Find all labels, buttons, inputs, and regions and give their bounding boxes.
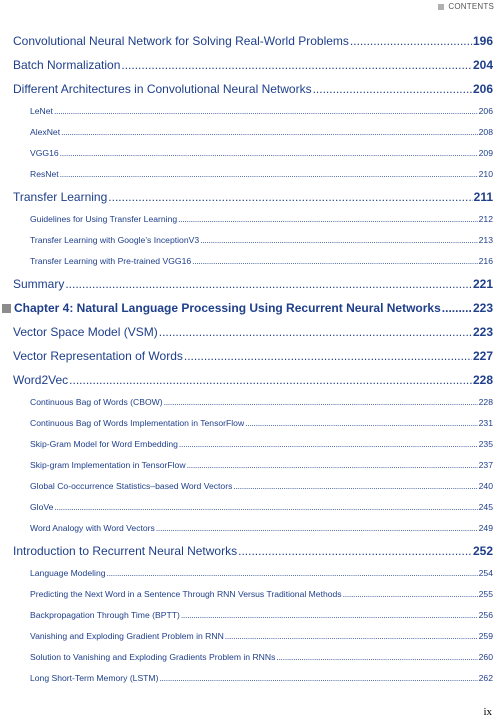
toc-entry-title: Different Architectures in Convolutional Neural Networks xyxy=(13,82,312,96)
toc-entry-title: Word2Vec xyxy=(13,373,69,387)
toc-subentry[interactable] xyxy=(0,209,504,230)
leader-dots xyxy=(184,344,472,368)
leader-dots xyxy=(54,497,477,518)
toc-chapter-entry[interactable] xyxy=(0,296,504,320)
toc-subentry[interactable] xyxy=(0,605,504,626)
toc-entry-page: 221 xyxy=(472,277,493,291)
leader-dots xyxy=(200,230,478,251)
leader-dots xyxy=(276,647,477,668)
toc-subentry-page: 231 xyxy=(478,418,493,428)
leader-dots xyxy=(159,668,477,689)
toc-subentry-title: LeNet xyxy=(30,106,53,116)
page-number: ix xyxy=(483,706,492,718)
header-label: CONTENTS xyxy=(448,2,494,11)
toc-subentry[interactable] xyxy=(0,626,504,647)
header-square-icon xyxy=(438,4,444,10)
leader-dots xyxy=(60,143,478,164)
toc-subentry-page: 262 xyxy=(478,673,493,683)
leader-dots xyxy=(156,518,478,539)
toc-subentry[interactable] xyxy=(0,143,504,164)
leader-dots xyxy=(187,455,478,476)
toc-subentry-title: Predicting the Next Word in a Sentence Through RNN Versus Traditional Methods xyxy=(30,589,342,599)
toc-subentry[interactable] xyxy=(0,563,504,584)
toc-subentry[interactable] xyxy=(0,101,504,122)
toc-chapter-page: 223 xyxy=(472,301,493,315)
toc-subentry[interactable] xyxy=(0,497,504,518)
leader-dots xyxy=(159,320,472,344)
leader-dots xyxy=(65,272,472,296)
leader-dots xyxy=(192,251,478,272)
leader-dots xyxy=(61,122,478,143)
toc-subentry-title: ResNet xyxy=(30,169,59,179)
toc-subentry-page: 249 xyxy=(478,523,493,533)
toc-subentry-title: Guidelines for Using Transfer Learning xyxy=(30,214,178,224)
toc-entry[interactable] xyxy=(0,272,504,296)
toc-entry-page: 227 xyxy=(472,349,493,363)
toc-chapter-title: Chapter 4: Natural Language Processing Using Recurrent Neural Networks xyxy=(14,301,441,315)
toc-entry[interactable] xyxy=(0,185,504,209)
toc-subentry-page: 209 xyxy=(478,148,493,158)
toc-subentry[interactable] xyxy=(0,584,504,605)
toc-subentry-page: 245 xyxy=(478,502,493,512)
leader-dots xyxy=(164,392,478,413)
toc-entry-title: Vector Representation of Words xyxy=(13,349,183,363)
leader-dots xyxy=(178,209,478,230)
leader-dots xyxy=(238,539,472,563)
leader-dots xyxy=(54,101,478,122)
toc-subentry[interactable] xyxy=(0,122,504,143)
toc-entry-title: Convolutional Neural Network for Solving Real-World Problems xyxy=(13,34,349,48)
toc-subentry[interactable] xyxy=(0,434,504,455)
leader-dots xyxy=(108,185,472,209)
leader-dots xyxy=(225,626,478,647)
leader-dots xyxy=(60,164,478,185)
toc-subentry[interactable] xyxy=(0,230,504,251)
toc-subentry-page: 212 xyxy=(478,214,493,224)
toc-subentry[interactable] xyxy=(0,647,504,668)
toc-subentry-title: Solution to Vanishing and Exploding Gradients Problem in RNNs xyxy=(30,652,276,662)
toc-subentry-page: 240 xyxy=(478,481,493,491)
toc-entry-page: 211 xyxy=(473,190,493,204)
leader-dots xyxy=(350,29,472,53)
toc-entry-title: Summary xyxy=(13,277,65,291)
toc-entry-title: Batch Normalization xyxy=(13,58,121,72)
toc-subentry-page: 255 xyxy=(478,589,493,599)
toc-subentry-page: 256 xyxy=(478,610,493,620)
toc-subentry-title: Transfer Learning with Pre-trained VGG16 xyxy=(30,256,192,266)
toc-subentry-page: 228 xyxy=(478,397,493,407)
toc-subentry-title: Skip-Gram Model for Word Embedding xyxy=(30,439,178,449)
toc-entry-page: 196 xyxy=(472,34,493,48)
toc-subentry-page: 210 xyxy=(478,169,493,179)
toc-subentry-title: AlexNet xyxy=(30,127,61,137)
toc-subentry-title: VGG16 xyxy=(30,148,59,158)
toc-entry-page: 204 xyxy=(472,58,493,72)
toc-subentry-title: Language Modeling xyxy=(30,568,106,578)
toc-entry[interactable] xyxy=(0,53,504,77)
leader-dots xyxy=(233,476,477,497)
toc-entry[interactable] xyxy=(0,77,504,101)
toc-subentry[interactable] xyxy=(0,413,504,434)
leader-dots xyxy=(442,296,472,320)
toc-entry-page: 252 xyxy=(472,544,493,558)
toc-subentry-title: Transfer Learning with Google’s InceptionV3 xyxy=(30,235,200,245)
toc-subentry-page: 216 xyxy=(478,256,493,266)
toc-subentry-title: Word Analogy with Word Vectors xyxy=(30,523,155,533)
toc-subentry-page: 237 xyxy=(478,460,493,470)
toc-entry-page: 228 xyxy=(472,373,493,387)
toc-entry[interactable] xyxy=(0,29,504,53)
toc-subentry[interactable] xyxy=(0,164,504,185)
toc-entry[interactable] xyxy=(0,368,504,392)
toc-subentry-page: 235 xyxy=(478,439,493,449)
toc-subentry-title: Long Short-Term Memory (LSTM) xyxy=(30,673,159,683)
table-of-contents xyxy=(0,29,504,689)
toc-subentry-title: Global Co-occurrence Statistics–based Word Vectors xyxy=(30,481,233,491)
toc-subentry-page: 260 xyxy=(478,652,493,662)
toc-entry-title: Vector Space Model (VSM) xyxy=(13,325,158,339)
toc-entry[interactable] xyxy=(0,344,504,368)
toc-entry-title: Transfer Learning xyxy=(13,190,108,204)
toc-subentry[interactable] xyxy=(0,668,504,689)
toc-entry[interactable] xyxy=(0,320,504,344)
toc-entry-title: Introduction to Recurrent Neural Networks xyxy=(13,544,238,558)
toc-subentry[interactable] xyxy=(0,518,504,539)
toc-subentry-page: 206 xyxy=(478,106,493,116)
leader-dots xyxy=(181,605,478,626)
toc-subentry-page: 254 xyxy=(478,568,493,578)
leader-dots xyxy=(343,584,478,605)
toc-subentry[interactable] xyxy=(0,455,504,476)
toc-subentry-title: Continuous Bag of Words Implementation in TensorFlow xyxy=(30,418,245,428)
toc-subentry-title: Continuous Bag of Words (CBOW) xyxy=(30,397,163,407)
toc-subentry-title: Vanishing and Exploding Gradient Problem in RNN xyxy=(30,631,224,641)
leader-dots xyxy=(313,77,472,101)
leader-dots xyxy=(121,53,472,77)
toc-subentry-title: GloVe xyxy=(30,502,54,512)
toc-subentry[interactable] xyxy=(0,392,504,413)
toc-subentry-page: 213 xyxy=(478,235,493,245)
leader-dots xyxy=(179,434,478,455)
toc-subentry-page: 208 xyxy=(478,127,493,137)
toc-entry-page: 223 xyxy=(472,325,493,339)
toc-entry-page: 206 xyxy=(472,82,493,96)
leader-dots xyxy=(107,563,478,584)
leader-dots xyxy=(245,413,477,434)
toc-subentry[interactable] xyxy=(0,251,504,272)
leader-dots xyxy=(69,368,472,392)
running-header xyxy=(438,2,494,11)
chapter-marker-icon xyxy=(2,304,11,313)
toc-entry[interactable] xyxy=(0,539,504,563)
toc-subentry-page: 259 xyxy=(478,631,493,641)
toc-subentry[interactable] xyxy=(0,476,504,497)
toc-subentry-title: Skip-gram Implementation in TensorFlow xyxy=(30,460,186,470)
toc-subentry-title: Backpropagation Through Time (BPTT) xyxy=(30,610,180,620)
